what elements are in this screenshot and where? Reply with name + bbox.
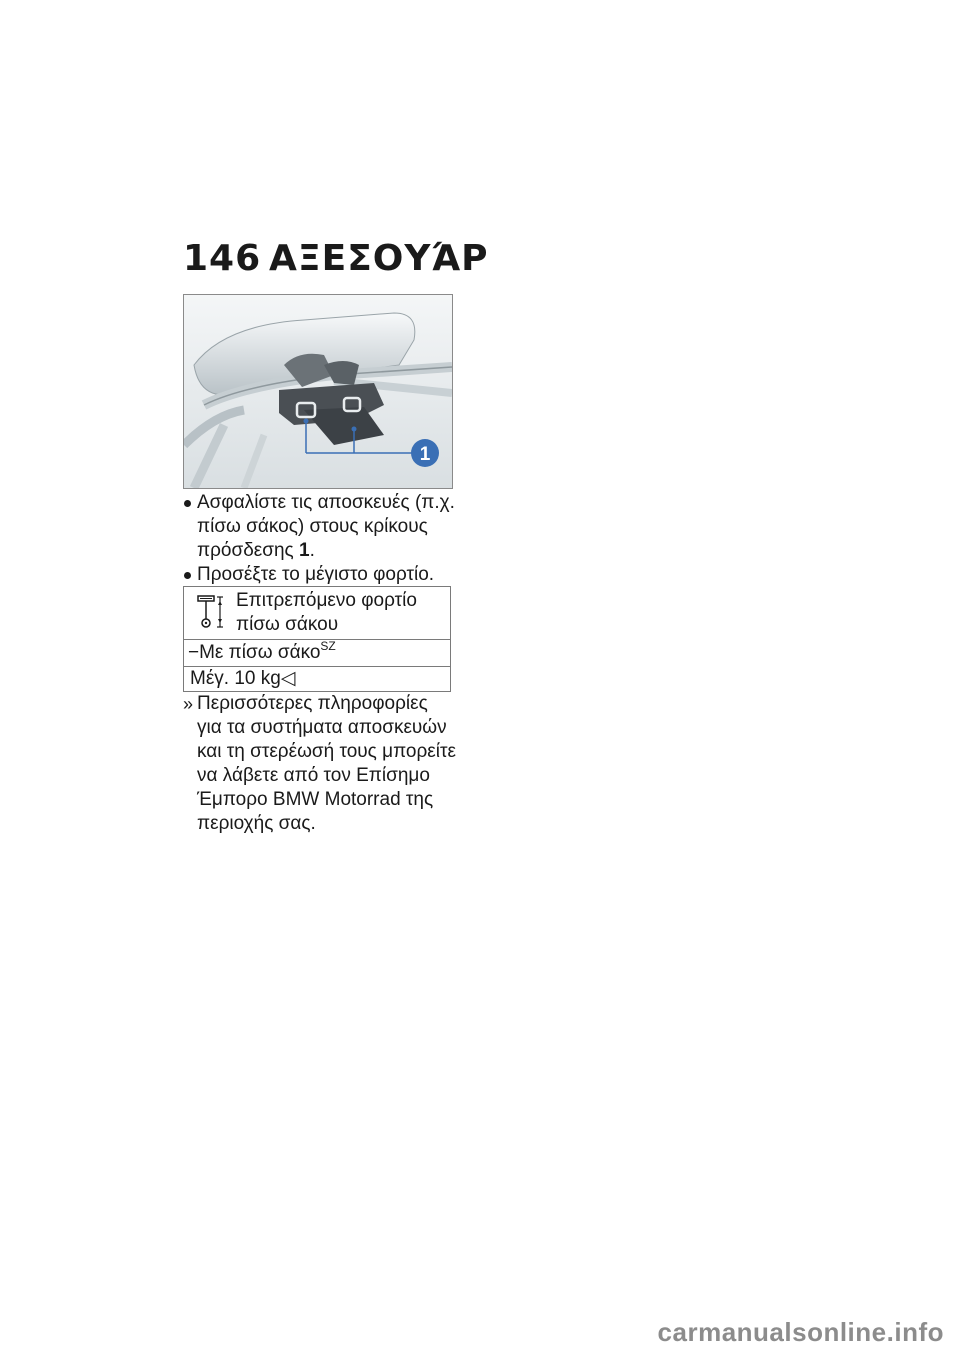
instruction-line: πίσω σάκος) στους κρίκους — [197, 516, 428, 537]
section-title: ΑΞΕΣΟΥΆΡ — [269, 238, 489, 279]
instruction-item — [183, 491, 453, 563]
note-line: και τη στερέωσή τους μπορείτε — [197, 741, 456, 762]
load-weight-icon — [196, 593, 226, 640]
reference-number: 1 — [299, 540, 310, 561]
instruction-list — [183, 491, 453, 587]
note-line: για τα συστήματα αποσκευών — [197, 717, 447, 738]
condition-superscript: SZ — [320, 639, 336, 653]
bullet-dot — [184, 500, 191, 507]
luggage-rack-illustration — [183, 294, 453, 489]
spec-condition: −Με πίσω σάκο$^{SZ}$ — [184, 640, 450, 667]
instruction-line: Προσέξτε το μέγιστο φορτίο. — [197, 564, 435, 585]
page-header — [183, 238, 489, 279]
page-number: 146 — [183, 238, 262, 279]
spec-header — [184, 587, 450, 640]
rack-drawing — [184, 295, 452, 488]
spec-value: Μέγ. 10 kg◁ — [190, 668, 296, 689]
instruction-line: πρόσδεσης 1. — [197, 540, 315, 561]
spec-title — [236, 589, 417, 637]
note-line: Περισσότερες πληροφορίες — [197, 693, 428, 714]
instruction-line: Ασφαλίστε τις αποσκευές (π.χ. — [197, 492, 455, 513]
note-line: Έμπορο BMW Motorrad της — [197, 789, 434, 810]
bullet-dot — [184, 572, 191, 579]
source-watermark: carmanualsonline.info — [657, 1317, 944, 1347]
instruction-item — [183, 563, 453, 587]
note-line: περιοχής σας. — [197, 813, 316, 834]
load-spec-table — [183, 586, 451, 692]
spec-title-line: πίσω σάκου — [236, 614, 339, 635]
info-note — [183, 692, 456, 836]
end-mark: ◁ — [280, 668, 296, 689]
callout-label: 1 — [419, 444, 431, 465]
spec-title-line: Επιτρεπόμενο φορτίο — [236, 590, 417, 611]
note-line: να λάβετε από τον Επίσημο — [197, 765, 430, 786]
note-marker: » — [183, 694, 194, 714]
